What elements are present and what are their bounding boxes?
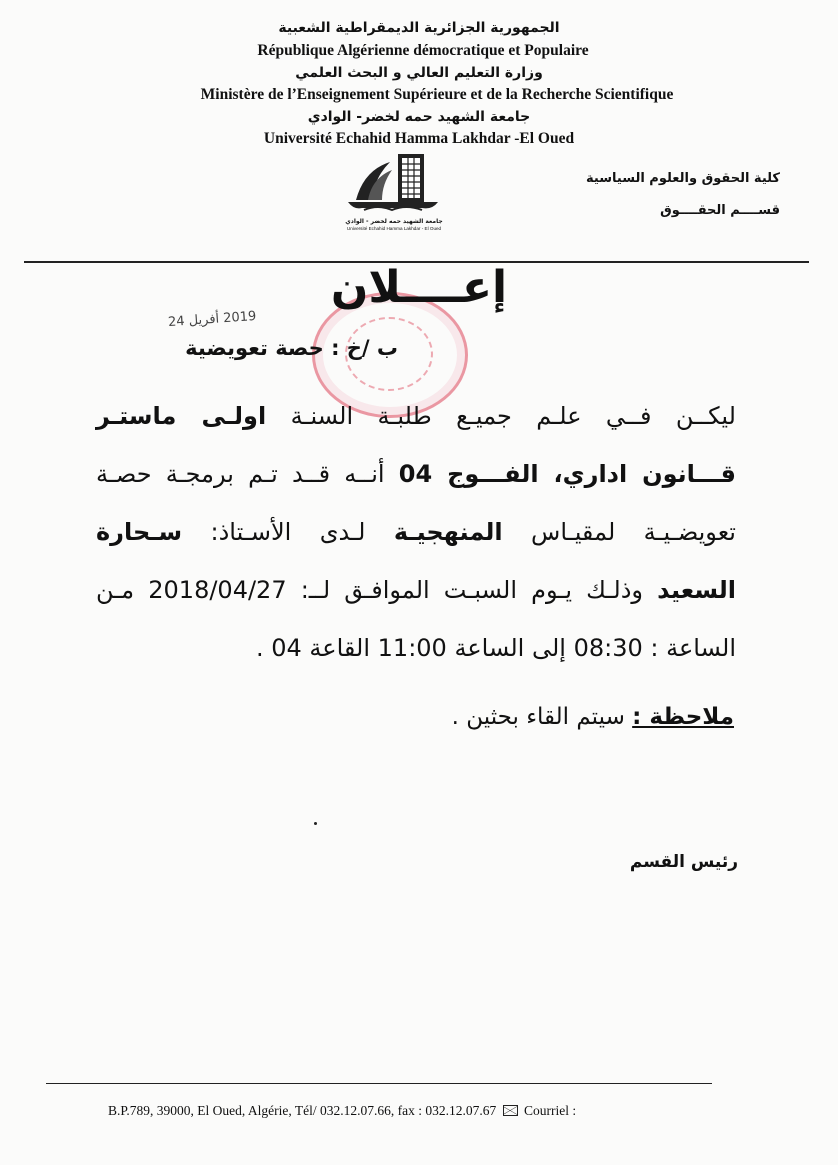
footer-email-label: Courriel : xyxy=(523,1103,577,1118)
body-text: لـدى الأسـتاذ: xyxy=(210,518,366,546)
university-logo xyxy=(342,148,446,234)
group-label: قـــانون اداري، الفـــوج 04 xyxy=(398,460,737,488)
faculty-name: كلية الحقوق والعلوم السياسية xyxy=(586,171,780,186)
course-name: المنهجيـة xyxy=(393,518,503,546)
body-text: تعويضـيـة لمقيـاس xyxy=(531,518,736,546)
received-date-stamp: 2019 أفريل 24 xyxy=(167,308,257,331)
body-text: وذلـك يـوم السبـت الموافـق لــ: 2018/04/27 مـن xyxy=(96,576,644,604)
teacher-firstname: السعيد xyxy=(657,576,737,604)
body-text: ليكــن فــي علـم جميـع طلبـة السنـة xyxy=(290,402,736,430)
department-name: قســــم الحقــــوق xyxy=(660,203,780,218)
note-label: ملاحظة : xyxy=(632,704,734,730)
body-line-2 xyxy=(96,454,736,494)
footer-contact xyxy=(108,1103,576,1119)
footer-address: B.P.789, 39000, El Oued, Algérie, Tél/ 032.12.07.66, fax : 032.12.07.67 xyxy=(108,1103,497,1118)
email-icon xyxy=(503,1105,518,1116)
announcement-title: إعــــلان xyxy=(330,262,508,313)
logo-caption-ar: جامعة الشهيد حمه لخضر - الوادي xyxy=(345,218,443,225)
stray-dot xyxy=(314,822,317,825)
logo-caption-fr: Université Echahid Hamma Lakhdar - El Oued xyxy=(346,226,442,231)
note xyxy=(452,704,734,730)
body-line-4 xyxy=(96,570,736,610)
body-line-5 xyxy=(96,628,736,668)
body-text: أنــه قــد تـم برمجـة حصـة xyxy=(96,460,385,488)
ministry-name-fr: Ministère de l’Enseignement Supérieure et de la Recherche Scientifique xyxy=(200,86,674,103)
time-room-text: الساعة : 08:30 إلى الساعة 11:00 القاعة 04 . xyxy=(255,634,736,662)
body-line-3 xyxy=(96,512,736,552)
university-name-fr: Université Echahid Hamma Lakhdar -El Oued xyxy=(263,130,575,147)
announcement-subject: ب /خ : حصة تعويضية xyxy=(185,336,398,360)
note-text: سيتم القاء بحثين . xyxy=(451,704,625,730)
republic-name-fr: République Algérienne démocratique et Populaire xyxy=(257,42,589,59)
teacher-surname: سـحارة xyxy=(96,518,183,546)
footer-divider xyxy=(46,1083,712,1084)
ministry-name-ar: وزارة التعليم العالي و البحث العلمي xyxy=(295,65,543,81)
body-line-1 xyxy=(96,396,736,436)
university-name-ar: جامعة الشهيد حمه لخضر- الوادي xyxy=(307,109,531,125)
department-head-title: رئيس القسم xyxy=(629,852,738,872)
republic-name-ar: الجمهورية الجزائرية الديمقراطية الشعبية xyxy=(278,20,560,36)
level-label: اولـى ماستـر xyxy=(96,402,267,430)
